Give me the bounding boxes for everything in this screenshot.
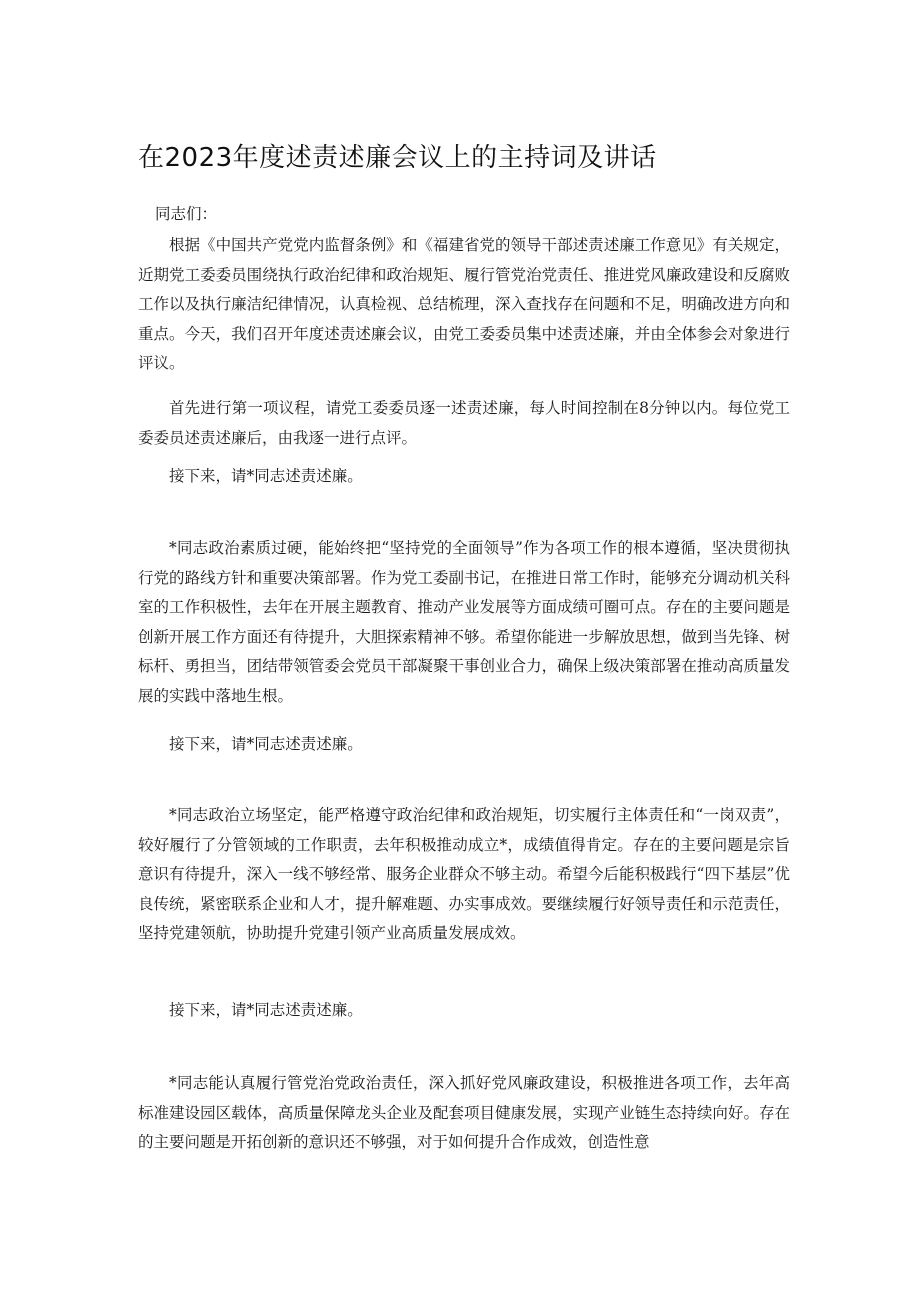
document-title: 在2023年度述责述廉会议上的主持词及讲话 bbox=[138, 143, 657, 173]
paragraph-7: 接下来，请*同志述责述廉。 bbox=[169, 1001, 363, 1019]
paragraph-6: *同志政治立场坚定，能严格遵守政治纪律和政治规矩，切实履行主体责任和“一岗双责”，较好履行了分管领域的工作职责，去年积极推动成立*，成绩值得肯定。存在的主要问题是宗旨意识有待提升，深入一线不够经常、服务企业群众不够主动。希望今后能积极践行“四下基层”优良传统，紧密联系企业和人才，提升解难题、办实事成效。要继续履行好领导责任和示范责任，坚持党建领航，协助提升党建引领产业高质量发展成效。 bbox=[138, 806, 790, 942]
paragraph-8: *同志能认真履行管党治党政治责任，深入抓好党风廉政建设，积极推进各项工作，去年高标准建设园区载体，高质量保障龙头企业及配套项目健康发展，实现产业链生态持续向好。存在的主要问题是开拓创新的意识还不够强，对于如何提升合作成效，创造性意 bbox=[138, 1074, 790, 1151]
greeting: 同志们： bbox=[155, 205, 218, 223]
paragraph-4: *同志政治素质过硬，能始终把“坚持党的全面领导”作为各项工作的根本遵循，坚决贯彻执行党的路线方针和重要决策部署。作为党工委副书记，在推进日常工作时，能够充分调动机关科室的工作积极性，去年在开展主题教育、推动产业发展等方面成绩可圈可点。存在的主要问题是创新开展工作方面还有待提升，大胆探索精神不够。希望你能进一步解放思想，做到当先锋、树标杆、勇担当，团结带领管委会党员干部凝聚干事创业合力，确保上级决策部署在推动高质量发展的实践中落地生根。 bbox=[138, 539, 790, 705]
paragraph-2: 首先进行第一项议程，请党工委委员逐一述责述廉，每人时间控制在8分钟以内。每位党工委委员述责述廉后，由我逐一进行点评。 bbox=[138, 399, 790, 447]
paragraph-5: 接下来，请*同志述责述廉。 bbox=[169, 735, 363, 753]
paragraph-3: 接下来，请*同志述责述廉。 bbox=[169, 467, 363, 485]
paragraph-1: 根据《中国共产党党内监督条例》和《福建省党的领导干部述责述廉工作意见》有关规定，近期党工委委员围绕执行政治纪律和政治规矩、履行管党治党责任、推进党风廉政建设和反腐败工作以及执行廉洁纪律情况，认真检视、总结梳理，深入查找存在问题和不足，明确改进方向和重点。今天，我们召开年度述责述廉会议，由党工委委员集中述责述廉，并由全体参会对象进行评议。 bbox=[138, 236, 790, 372]
